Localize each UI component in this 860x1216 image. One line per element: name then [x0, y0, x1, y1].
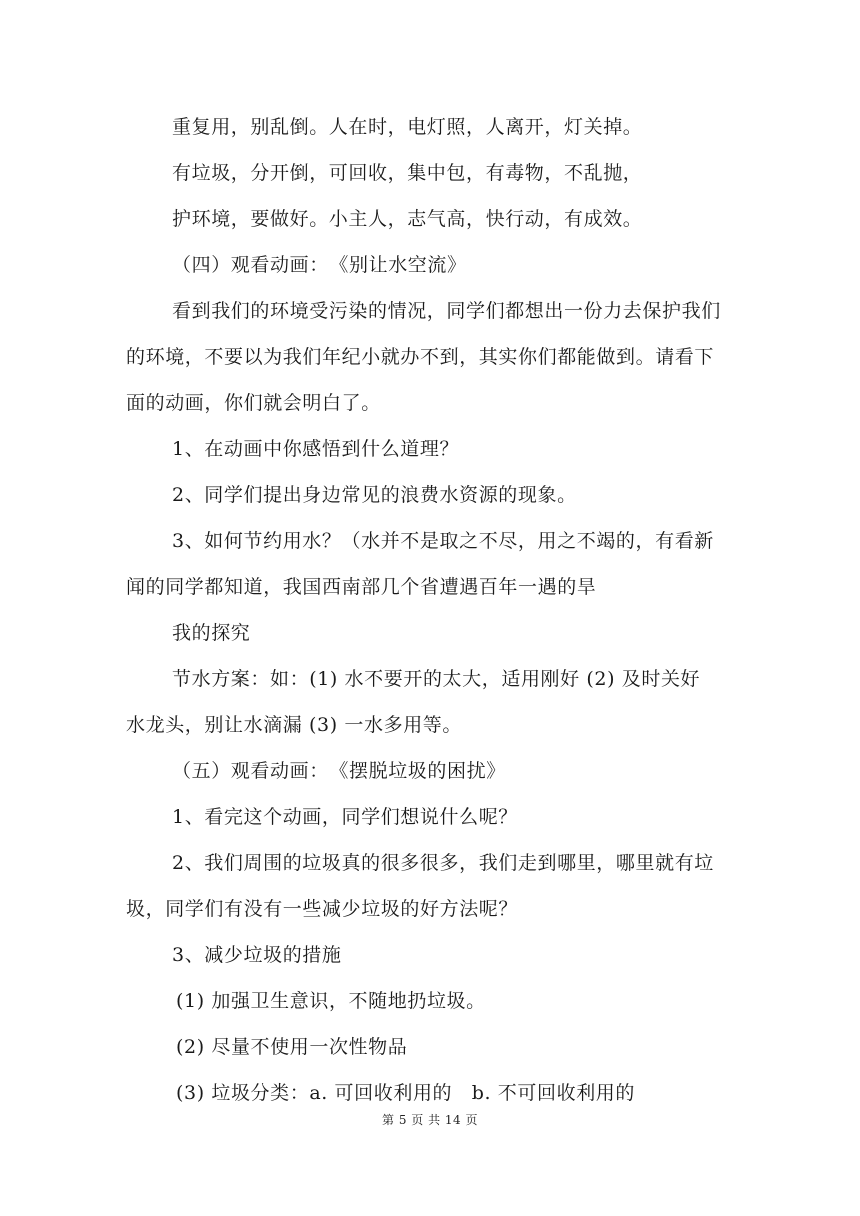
section-heading: （四）观看动画： 《别让水空流》 — [172, 254, 467, 276]
list-item: 1、看完这个动画，同学们想说什么呢？ — [172, 806, 518, 828]
page-number-footer: 第 5 页 共 14 页 — [382, 1113, 478, 1127]
list-item: (1) 加强卫生意识，不随地扔垃圾。 — [176, 990, 486, 1012]
list-item: 1、在动画中你感悟到什么道理？ — [172, 438, 460, 460]
list-item: (3) 垃圾分类：a. 可回收利用的 b. 不可回收利用的 — [176, 1082, 636, 1104]
list-item: 3、如何节约用水？（水并不是取之不尽，用之不竭的，有看新 — [172, 530, 714, 552]
text-line: 闻的同学都知道，我国西南部几个省遭遇百年一遇的旱 — [126, 576, 597, 598]
text-line: 的环境，不要以为我们年纪小就办不到，其实你们都能做到。请看下 — [126, 346, 715, 368]
text-line: 节水方案：如：(1) 水不要开的太大，适用刚好 (2) 及时关好 — [172, 668, 701, 690]
text-line: 圾，同学们有没有一些减少垃圾的好方法呢？ — [126, 898, 519, 920]
text-line: 重复用，别乱倒。人在时，电灯照，人离开，灯关掉。 — [172, 116, 643, 138]
text-line: 水龙头，别让水滴漏 (3) 一水多用等。 — [126, 714, 462, 736]
text-line: 面的动画，你们就会明白了。 — [126, 392, 381, 414]
text-line: 看到我们的环境受污染的情况，同学们都想出一份力去保护我们 — [172, 300, 721, 322]
list-item: 2、我们周围的垃圾真的很多很多，我们走到哪里，哪里就有垃 — [172, 852, 714, 874]
section-heading: （五）观看动画： 《摆脱垃圾的困扰》 — [172, 760, 506, 782]
list-item: 3、减少垃圾的措施 — [172, 944, 342, 966]
text-line: 护环境，要做好。小主人，志气高，快行动，有成效。 — [172, 208, 643, 230]
text-line: 我的探究 — [172, 622, 251, 644]
text-line: 有垃圾，分开倒，可回收，集中包，有毒物，不乱抛， — [172, 162, 643, 184]
list-item: 2、同学们提出身边常见的浪费水资源的现象。 — [172, 484, 577, 506]
list-item: (2) 尽量不使用一次性物品 — [176, 1036, 408, 1058]
